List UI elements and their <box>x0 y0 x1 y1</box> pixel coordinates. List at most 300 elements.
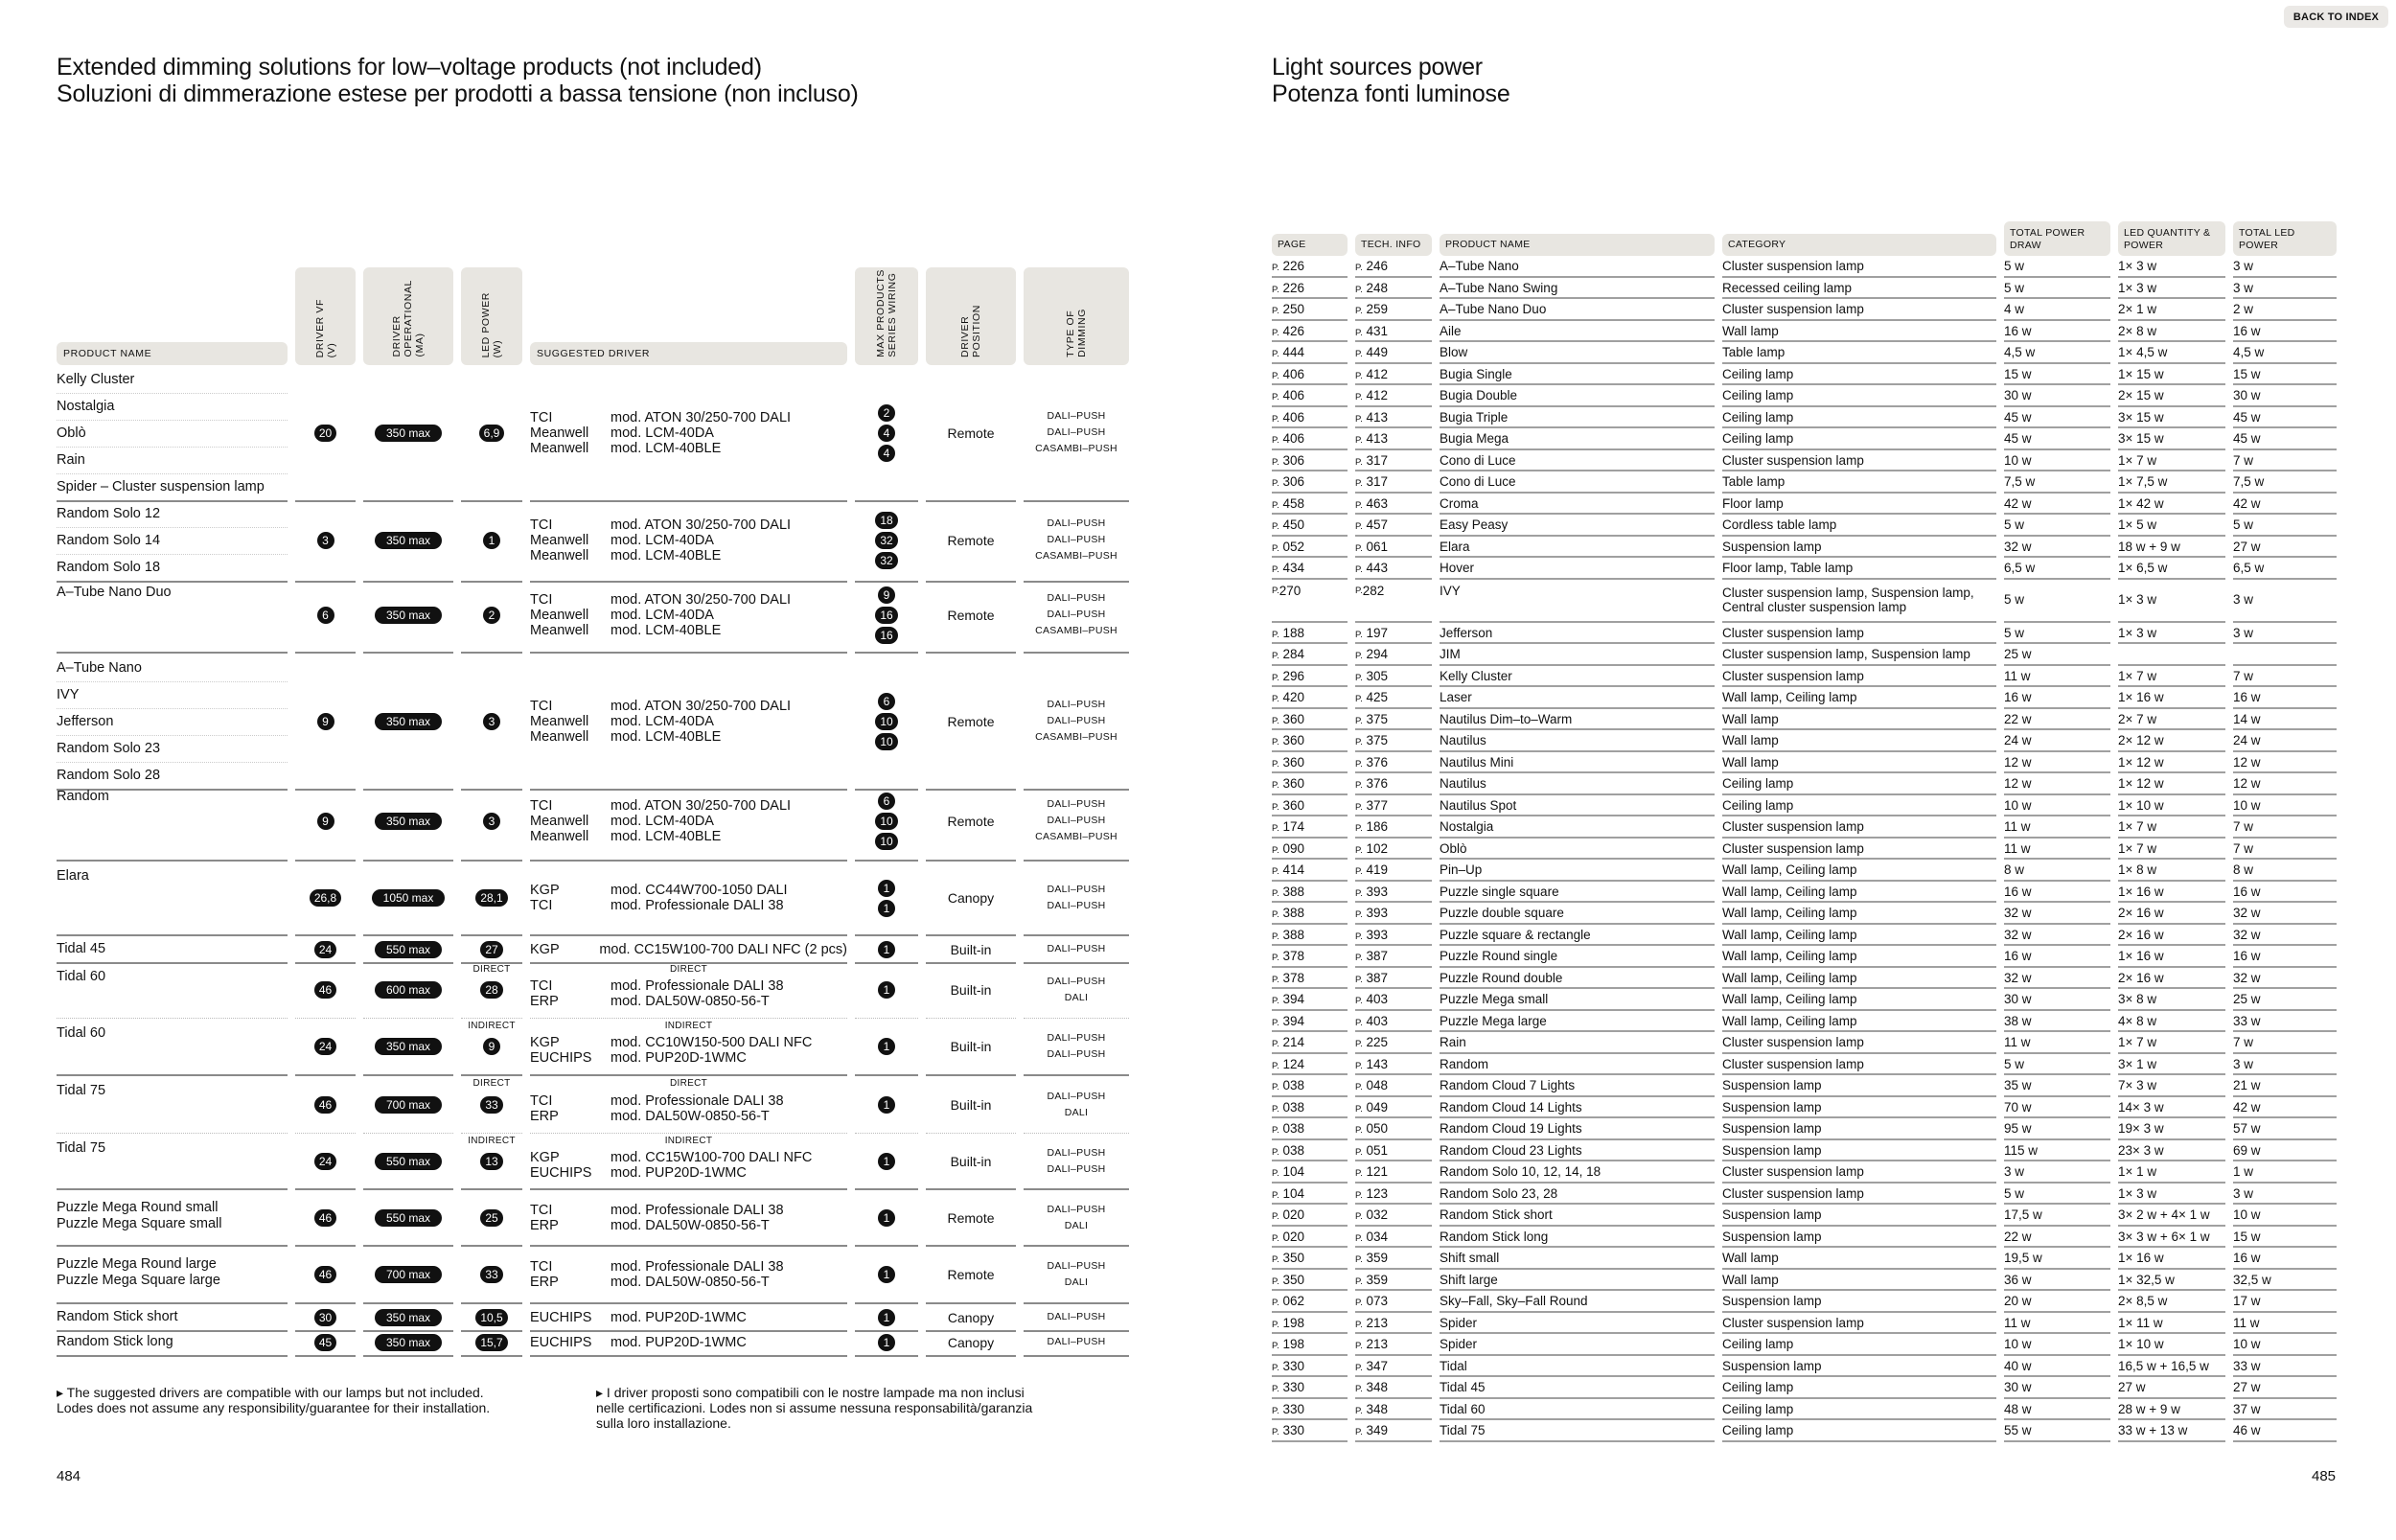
dimming-type: DALI–PUSH <box>1047 1146 1106 1159</box>
category: Wall lamp <box>1722 1251 1779 1265</box>
product-name: Puzzle Mega Square large <box>57 1273 220 1288</box>
category-cell <box>1722 1205 1996 1227</box>
driver-position: Built-in <box>950 1153 992 1169</box>
total-power-draw: 4,5 w <box>2004 345 2036 359</box>
driver-line <box>530 533 847 548</box>
driver-brand: Meanwell <box>530 713 589 729</box>
led-power-cell <box>461 578 522 654</box>
tech-info: 347 <box>1366 1358 1389 1373</box>
tech-info-cell <box>1355 666 1432 688</box>
page-prefix: P. <box>1355 672 1363 683</box>
driver-brand: TCI <box>530 591 553 608</box>
product-name: Random Stick long <box>1440 1229 1549 1244</box>
led-quantity-power: 1× 3 w <box>2118 259 2157 273</box>
product-name: Easy Peasy <box>1440 517 1509 532</box>
tech-info: 197 <box>1366 625 1389 640</box>
tech-info-cell <box>1355 816 1432 839</box>
header-label: TYPE OF DIMMING <box>1065 309 1088 357</box>
product-name-cell <box>1440 1420 1715 1442</box>
driver-position-cell <box>926 1076 1016 1134</box>
page-cell <box>1272 471 1348 494</box>
page-cell <box>1272 816 1348 839</box>
product-name: Shift large <box>1440 1272 1498 1287</box>
driver-vf-badge: 3 <box>317 532 334 549</box>
table-row <box>57 862 1129 936</box>
total-power-draw-cell <box>2004 839 2110 861</box>
total-power-draw-cell <box>2004 428 2110 450</box>
category-cell <box>1722 1248 1996 1270</box>
page: 434 <box>1282 561 1305 575</box>
driver-ma-badge: 350 max <box>375 1309 442 1326</box>
page-prefix: P. <box>1355 1298 1363 1308</box>
max-products-badge: 16 <box>875 627 897 644</box>
led-quantity-power-cell <box>2118 471 2225 494</box>
driver-line <box>530 1335 847 1350</box>
total-led-power-cell <box>2233 278 2337 300</box>
total-led-power: 45 w <box>2233 409 2261 425</box>
total-power-draw-cell <box>2004 342 2110 364</box>
page-prefix: P. <box>1272 1232 1279 1244</box>
led-quantity-power-cell <box>2118 1140 2225 1162</box>
category-cell <box>1722 925 1996 947</box>
tech-info-cell <box>1355 342 1432 364</box>
back-to-index-button[interactable]: BACK TO INDEX <box>2284 6 2388 28</box>
tech-info-cell <box>1355 1184 1432 1206</box>
driver-ma-badge: 550 max <box>375 1153 442 1170</box>
total-power-draw-cell <box>2004 795 2110 817</box>
product-name-cell <box>1440 299 1715 321</box>
driver-line <box>530 608 847 623</box>
driver-vf-badge: 45 <box>314 1334 336 1351</box>
product-name: Kelly Cluster <box>1440 668 1512 683</box>
header-page: PAGE <box>1272 234 1348 256</box>
table-row <box>1272 1356 2338 1378</box>
tech-info-cell <box>1355 471 1432 494</box>
total-power-draw: 10 w <box>2004 797 2032 813</box>
product-name: Random Solo 10, 12, 14, 18 <box>1440 1164 1601 1179</box>
page-prefix: P. <box>1355 1168 1363 1179</box>
driver-line <box>530 898 847 913</box>
tech-info-cell <box>1355 989 1432 1011</box>
category-cell <box>1722 1161 1996 1184</box>
max-products-badge: 18 <box>875 512 897 529</box>
product-name-cell <box>1440 1291 1715 1313</box>
driver-line <box>530 441 847 456</box>
driver-brand: ERP <box>530 1217 559 1233</box>
product-name: Spider <box>1440 1315 1478 1330</box>
tech-info: 246 <box>1366 259 1389 273</box>
total-led-power: 3 w <box>2233 625 2254 640</box>
page: 360 <box>1282 733 1305 747</box>
page-cell <box>1272 1118 1348 1140</box>
category: Ceiling lamp <box>1722 409 1794 425</box>
page-cell <box>1272 860 1348 882</box>
total-power-draw-cell <box>2004 1334 2110 1356</box>
driver-vf-cell <box>295 1019 356 1076</box>
led-quantity-power-cell <box>2118 1075 2225 1097</box>
tech-info-cell <box>1355 946 1432 968</box>
dimming-type: CASAMBI–PUSH <box>1035 731 1117 743</box>
tech-info-cell <box>1355 450 1432 472</box>
led-power-cell <box>461 1134 522 1190</box>
led-power-badge: 1 <box>483 532 500 549</box>
table-row <box>1272 1399 2338 1421</box>
page: 296 <box>1282 668 1305 683</box>
page-cell <box>1272 407 1348 429</box>
page-cell <box>1272 494 1348 516</box>
product-name-cell <box>1440 256 1715 278</box>
category-cell <box>1722 537 1996 559</box>
page-prefix: P. <box>1272 1146 1279 1158</box>
total-led-power: 12 w <box>2233 754 2261 770</box>
max-products-cell <box>855 1076 918 1134</box>
tech-info-cell <box>1355 1118 1432 1140</box>
page-cell <box>1272 278 1348 300</box>
total-led-power-cell <box>2233 752 2337 774</box>
table-row <box>57 1304 1129 1329</box>
led-quantity-power: 3× 2 w + 4× 1 w <box>2118 1207 2210 1222</box>
page-prefix: P. <box>1355 780 1363 791</box>
product-name: A–Tube Nano <box>57 655 288 682</box>
total-led-power: 10 w <box>2233 1207 2261 1222</box>
product-name: Nautilus <box>1440 776 1486 791</box>
total-led-power: 33 w <box>2233 1013 2261 1028</box>
product-name: Tidal 75 <box>57 1083 106 1098</box>
driver-brand: TCI <box>530 1202 553 1218</box>
category-cell <box>1722 1291 1996 1313</box>
max-products-badge: 1 <box>878 981 895 999</box>
product-name: Tidal 60 <box>1440 1401 1486 1416</box>
driver-brand: TCI <box>530 409 553 425</box>
product-name-cell <box>1440 1356 1715 1378</box>
max-products-badge: 1 <box>878 1153 895 1170</box>
total-power-draw: 12 w <box>2004 754 2032 770</box>
driver-ma-badge: 350 max <box>375 532 442 549</box>
led-quantity-power: 19× 3 w <box>2118 1121 2164 1136</box>
led-quantity-power: 1× 7 w <box>2118 1035 2157 1049</box>
led-quantity-power: 1× 3 w <box>2118 625 2157 640</box>
category: Ceiling lamp <box>1722 1401 1794 1416</box>
total-led-power: 16 w <box>2233 690 2261 704</box>
product-name-cell <box>1440 752 1715 774</box>
led-quantity-power: 2× 1 w <box>2118 302 2157 316</box>
led-quantity-power: 4× 8 w <box>2118 1013 2157 1028</box>
category-cell <box>1722 1356 1996 1378</box>
driver-line <box>530 1165 847 1181</box>
driver-ma-badge: 350 max <box>375 713 442 730</box>
driver-vf-cell <box>295 654 356 791</box>
table-row <box>1272 816 2338 839</box>
driver-vf-cell <box>295 782 356 862</box>
dimming-type: DALI <box>1064 1219 1089 1231</box>
driver-model: mod. CC15W100-700 DALI NFC <box>611 1149 813 1165</box>
total-led-power: 12 w <box>2233 776 2261 791</box>
page-prefix: P. <box>1355 1319 1363 1330</box>
dimming-type-cell <box>1024 962 1129 1019</box>
driver-ma-cell <box>363 1247 453 1304</box>
product-name: Pin–Up <box>1440 862 1483 877</box>
suggested-driver-cell <box>530 1019 847 1076</box>
total-led-power-cell <box>2233 1054 2337 1076</box>
product-name-cell <box>1440 407 1715 429</box>
page-cell <box>1272 342 1348 364</box>
dimming-type: DALI–PUSH <box>1047 884 1106 895</box>
page-prefix: P. <box>1355 542 1363 554</box>
total-led-power-cell <box>2233 730 2337 752</box>
driver-position-cell <box>926 1019 1016 1076</box>
category: Wall lamp <box>1722 711 1779 726</box>
led-quantity-power-cell <box>2118 773 2225 795</box>
page: 124 <box>1282 1056 1305 1071</box>
total-power-draw-cell <box>2004 494 2110 516</box>
total-led-power-cell <box>2233 644 2337 666</box>
product-names <box>57 1019 288 1076</box>
page-prefix: P. <box>1272 284 1279 295</box>
total-led-power-cell <box>2233 558 2337 580</box>
category-cell <box>1722 1140 1996 1162</box>
page-prefix: P. <box>1355 478 1363 489</box>
driver-model: mod. ATON 30/250-700 DALI <box>611 517 792 533</box>
total-power-draw-cell <box>2004 882 2110 904</box>
tech-info-cell <box>1355 428 1432 450</box>
tech-info-cell <box>1355 1011 1432 1033</box>
led-power-cell <box>461 499 522 583</box>
driver-model: mod. ATON 30/250-700 DALI <box>611 797 792 814</box>
driver-line <box>530 883 847 898</box>
led-quantity-power-cell <box>2118 687 2225 709</box>
page-prefix: P. <box>1272 629 1279 640</box>
total-power-draw-cell <box>2004 1161 2110 1184</box>
total-led-power: 21 w <box>2233 1078 2261 1092</box>
dimming-type-cell <box>1024 1190 1129 1247</box>
tech-info: 419 <box>1366 862 1389 877</box>
total-led-power: 4,5 w <box>2233 345 2265 359</box>
dimming-type: CASAMBI–PUSH <box>1035 550 1117 562</box>
driver-vf-badge: 46 <box>314 981 336 999</box>
page-cell <box>1272 515 1348 537</box>
driver-model: mod. DAL50W-0850-56-T <box>611 994 770 1009</box>
driver-brand: KGP <box>530 1035 560 1050</box>
product-name: Tidal 60 <box>57 1025 106 1041</box>
total-power-draw: 8 w <box>2004 862 2025 877</box>
tech-info-cell <box>1355 364 1432 386</box>
tech-info: 034 <box>1366 1229 1389 1244</box>
category-cell <box>1722 1399 1996 1421</box>
product-names <box>57 1304 288 1332</box>
page: 378 <box>1282 949 1305 963</box>
header-label: DRIVER VF (V) <box>313 298 337 357</box>
total-power-draw: 11 w <box>2004 668 2031 683</box>
driver-position-cell <box>926 936 1016 964</box>
total-led-power-cell <box>2233 1420 2337 1442</box>
driver-position: Built-in <box>950 941 992 957</box>
driver-brand: EUCHIPS <box>530 1050 592 1066</box>
product-name: Tidal <box>1440 1358 1467 1373</box>
led-quantity-power: 1× 8 w <box>2118 862 2157 877</box>
dimming-type-cell <box>1024 365 1129 502</box>
page: 444 <box>1282 345 1305 359</box>
total-led-power-cell <box>2233 860 2337 882</box>
driver-model: mod. LCM-40BLE <box>611 440 722 456</box>
driver-line <box>530 1218 847 1233</box>
product-name-cell <box>1440 471 1715 494</box>
driver-model: mod. Professionale DALI 38 <box>611 1092 784 1109</box>
page-cell <box>1272 903 1348 925</box>
tech-info: 225 <box>1366 1035 1389 1049</box>
driver-position-cell <box>926 578 1016 654</box>
category: Cluster suspension lamp <box>1722 302 1864 316</box>
total-power-draw-cell <box>2004 407 2110 429</box>
table-row <box>57 1329 1129 1355</box>
table-row <box>1272 687 2338 709</box>
product-name: Puzzle square & rectangle <box>1440 927 1591 942</box>
page-prefix: P. <box>1272 1427 1279 1437</box>
page-cell <box>1272 1140 1348 1162</box>
driver-model: mod. DAL50W-0850-56-T <box>611 1217 770 1233</box>
tech-info-cell <box>1355 321 1432 343</box>
page: 198 <box>1282 1315 1305 1330</box>
total-power-draw-cell <box>2004 1011 2110 1033</box>
table-row <box>1272 1334 2338 1356</box>
page: 198 <box>1282 1337 1305 1351</box>
category-cell <box>1722 1420 1996 1442</box>
category: Suspension lamp <box>1722 539 1822 554</box>
page-prefix: P. <box>1355 844 1363 856</box>
category-cell <box>1722 989 1996 1011</box>
product-name: A–Tube Nano <box>1440 259 1519 273</box>
driver-position: Remote <box>947 607 995 623</box>
total-power-draw-cell <box>2004 1032 2110 1054</box>
driver-line <box>530 978 847 994</box>
tech-info: 376 <box>1366 754 1389 770</box>
page-cell <box>1272 1161 1348 1184</box>
total-led-power: 27 w <box>2233 539 2261 554</box>
page: 052 <box>1282 539 1305 554</box>
category: Suspension lamp <box>1722 1099 1822 1115</box>
table-row <box>1272 903 2338 925</box>
category-cell <box>1722 816 1996 839</box>
total-led-power-cell <box>2233 537 2337 559</box>
driver-ma-badge: 1050 max <box>372 889 446 907</box>
product-names <box>57 782 288 862</box>
driver-line <box>530 942 847 957</box>
led-quantity-power: 1× 16 w <box>2118 690 2164 704</box>
led-quantity-power-cell <box>2118 1227 2225 1249</box>
page-cell <box>1272 1184 1348 1206</box>
category-cell <box>1722 709 1996 731</box>
led-quantity-power: 33 w + 13 w <box>2118 1423 2188 1437</box>
page-prefix: P. <box>1272 1341 1279 1351</box>
total-power-draw: 11 w <box>2004 840 2031 856</box>
table-row <box>57 578 1129 654</box>
page-prefix: P. <box>1355 758 1363 770</box>
product-name: A–Tube Nano Swing <box>1440 280 1558 295</box>
page-prefix: P. <box>1355 370 1363 381</box>
page-prefix: P. <box>1355 715 1363 726</box>
total-led-power-cell <box>2233 946 2337 968</box>
tech-info: 359 <box>1366 1272 1389 1287</box>
driver-position: Built-in <box>950 1096 992 1113</box>
led-quantity-power-cell <box>2118 1248 2225 1270</box>
total-led-power-cell <box>2233 1140 2337 1162</box>
page: 458 <box>1282 495 1305 511</box>
tech-info: 213 <box>1366 1337 1389 1351</box>
category: Wall lamp, Ceiling lamp <box>1722 970 1857 985</box>
table-row <box>1272 1054 2338 1076</box>
led-quantity-power: 1× 32,5 w <box>2118 1272 2175 1287</box>
tech-info-cell <box>1355 795 1432 817</box>
tech-info: 412 <box>1366 366 1389 381</box>
page: 414 <box>1282 862 1305 877</box>
driver-brand: Meanwell <box>530 607 589 623</box>
led-quantity-power-cell <box>2118 666 2225 688</box>
category: Cluster suspension lamp, Suspension lamp, Central cluster suspension lamp <box>1722 586 1974 614</box>
category-cell <box>1722 623 1996 645</box>
left-page-title <box>57 54 859 107</box>
category: Cluster suspension lamp <box>1722 1164 1864 1179</box>
product-name-cell <box>1440 968 1715 990</box>
product-name-cell <box>1440 1140 1715 1162</box>
total-led-power-cell <box>2233 342 2337 364</box>
tech-info: 061 <box>1366 539 1389 554</box>
product-names <box>57 1076 288 1134</box>
table-row <box>57 499 1129 578</box>
page: 226 <box>1282 259 1305 273</box>
suggested-driver-cell <box>530 1329 847 1357</box>
total-led-power: 7 w <box>2233 840 2254 856</box>
driver-model: mod. LCM-40DA <box>611 425 714 441</box>
header-max-products <box>855 267 918 365</box>
page-cell <box>1272 1377 1348 1399</box>
dimming-type: DALI–PUSH <box>1047 815 1106 826</box>
driver-line <box>530 798 847 814</box>
dimming-type: DALI–PUSH <box>1047 943 1106 954</box>
tech-info: 123 <box>1366 1185 1389 1201</box>
table-row <box>57 365 1129 499</box>
total-led-power: 37 w <box>2233 1401 2261 1416</box>
tech-info-cell <box>1355 1313 1432 1335</box>
driver-model: mod. ATON 30/250-700 DALI <box>611 698 792 714</box>
led-quantity-power: 3× 15 w <box>2118 431 2164 446</box>
driver-position-cell <box>926 499 1016 583</box>
driver-vf-cell <box>295 962 356 1019</box>
product-name: A–Tube Nano Duo <box>57 585 172 600</box>
max-products-badge: 10 <box>875 713 897 730</box>
tech-info: 457 <box>1366 517 1389 532</box>
product-name: IVY <box>1440 583 1461 598</box>
driver-vf-cell <box>295 1190 356 1247</box>
page-prefix: P. <box>1272 801 1279 813</box>
product-name-cell <box>1440 450 1715 472</box>
tech-info: 403 <box>1366 1013 1389 1028</box>
dimming-type: DALI–PUSH <box>1047 715 1106 726</box>
total-power-draw-cell <box>2004 1054 2110 1076</box>
product-name-cell <box>1440 1118 1715 1140</box>
page-prefix: P. <box>1355 1189 1363 1201</box>
suggested-driver-cell <box>530 654 847 791</box>
tech-info-cell <box>1355 537 1432 559</box>
tech-info-cell <box>1355 407 1432 429</box>
page: 038 <box>1282 1078 1305 1092</box>
total-power-draw-cell <box>2004 321 2110 343</box>
driver-line <box>530 410 847 425</box>
dimming-type-cell <box>1024 1076 1129 1134</box>
led-quantity-power: 1× 42 w <box>2118 495 2164 511</box>
tech-info: 413 <box>1366 409 1389 425</box>
page-number-left: 484 <box>57 1468 81 1484</box>
tech-info: 259 <box>1366 302 1389 316</box>
page-cell <box>1272 687 1348 709</box>
